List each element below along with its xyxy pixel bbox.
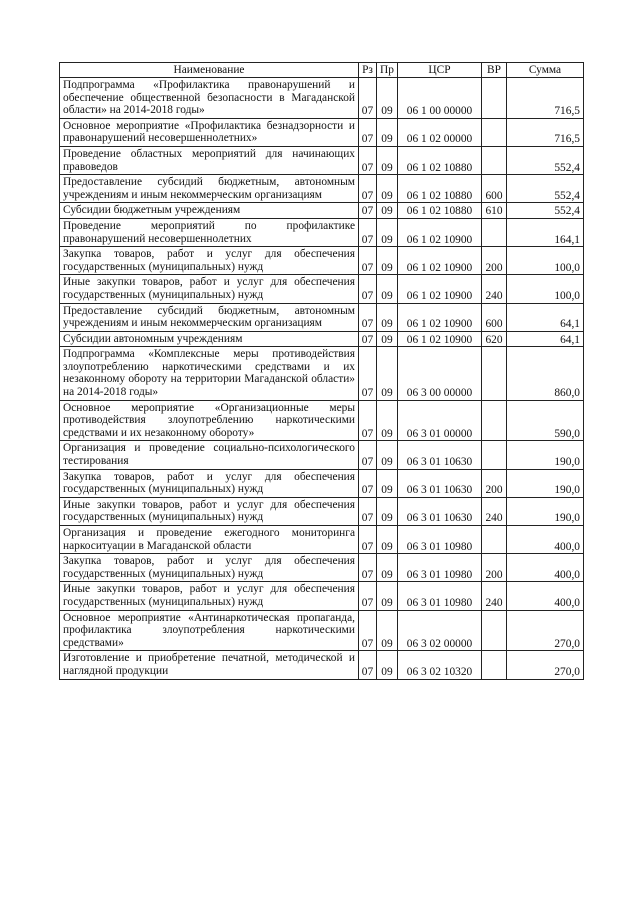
row-rz-cell: 07 [359,175,377,203]
table-row [60,497,584,525]
row-sum-cell: 716,5 [507,118,584,146]
row-vr-cell [482,118,507,146]
row-name-cell: Закупка товаров, работ и услуг для обеспечения государственных (муниципальных) нужд [60,247,359,275]
row-sum-cell: 400,0 [507,582,584,610]
row-name-cell: Организация и проведение ежегодного мониторинга наркоситуации в Магаданской области [60,526,359,554]
row-sum-cell: 860,0 [507,347,584,400]
row-name-cell: Организация и проведение социально-психологического тестирования [60,441,359,469]
row-csr-cell: 06 3 01 00000 [398,400,482,441]
row-rz-cell: 07 [359,303,377,331]
header-vr: ВР [482,63,507,78]
row-sum-cell: 64,1 [507,331,584,347]
row-vr-cell: 600 [482,175,507,203]
row-name-cell: Закупка товаров, работ и услуг для обеспечения государственных (муниципальных) нужд [60,469,359,497]
row-pr-cell: 09 [377,400,398,441]
row-pr-cell: 09 [377,218,398,246]
row-pr-cell: 09 [377,331,398,347]
header-csr: ЦСР [398,63,482,78]
row-sum-cell: 400,0 [507,554,584,582]
table-header-row [60,63,584,78]
table-row [60,78,584,119]
row-sum-cell: 552,4 [507,146,584,174]
row-csr-cell: 06 1 02 10900 [398,331,482,347]
table-row [60,218,584,246]
row-pr-cell: 09 [377,203,398,219]
row-csr-cell: 06 1 02 00000 [398,118,482,146]
row-vr-cell [482,441,507,469]
row-sum-cell: 64,1 [507,303,584,331]
row-vr-cell [482,347,507,400]
row-rz-cell: 07 [359,218,377,246]
row-sum-cell: 400,0 [507,526,584,554]
row-name-cell: Изготовление и приобретение печатной, методической и наглядной продукции [60,651,359,679]
row-csr-cell: 06 3 02 00000 [398,610,482,651]
row-csr-cell: 06 1 02 10900 [398,218,482,246]
row-pr-cell: 09 [377,582,398,610]
header-rz: Рз [359,63,377,78]
row-sum-cell: 190,0 [507,469,584,497]
row-vr-cell: 240 [482,582,507,610]
row-name-cell: Основное мероприятие «Антинаркотическая пропаганда, профилактика злоупотребления наркотическими средствами» [60,610,359,651]
row-name-cell: Подпрограмма «Профилактика правонарушений и обеспечение общественной безопасности в Магаданской области» на 2014-2018 годы» [60,78,359,119]
table-row [60,441,584,469]
row-rz-cell: 07 [359,497,377,525]
row-pr-cell: 09 [377,610,398,651]
row-rz-cell: 07 [359,146,377,174]
row-rz-cell: 07 [359,78,377,119]
row-vr-cell [482,400,507,441]
row-vr-cell: 600 [482,303,507,331]
row-rz-cell: 07 [359,347,377,400]
table-row [60,469,584,497]
row-name-cell: Основное мероприятие «Организационные меры противодействия злоупотреблению наркотическими средствами и их незаконному обороту» [60,400,359,441]
header-sum: Сумма [507,63,584,78]
row-rz-cell: 07 [359,247,377,275]
row-pr-cell: 09 [377,118,398,146]
table-row [60,203,584,219]
table-row [60,146,584,174]
row-vr-cell: 620 [482,331,507,347]
row-vr-cell: 200 [482,554,507,582]
row-vr-cell [482,78,507,119]
row-csr-cell: 06 3 01 10630 [398,497,482,525]
row-pr-cell: 09 [377,303,398,331]
row-sum-cell: 100,0 [507,275,584,303]
header-pr: Пр [377,63,398,78]
row-csr-cell: 06 3 01 10980 [398,582,482,610]
table-row [60,554,584,582]
row-rz-cell: 07 [359,651,377,679]
row-pr-cell: 09 [377,247,398,275]
row-sum-cell: 190,0 [507,441,584,469]
row-pr-cell: 09 [377,78,398,119]
row-name-cell: Предоставление субсидий бюджетным, автономным учреждениям и иным некоммерческим организациям [60,303,359,331]
row-sum-cell: 164,1 [507,218,584,246]
row-csr-cell: 06 3 02 10320 [398,651,482,679]
document-page [59,62,583,680]
table-row [60,582,584,610]
table-row [60,526,584,554]
row-sum-cell: 552,4 [507,203,584,219]
row-sum-cell: 190,0 [507,497,584,525]
row-name-cell: Субсидии автономным учреждениям [60,331,359,347]
table-body [60,78,584,680]
row-vr-cell [482,146,507,174]
row-csr-cell: 06 3 01 10980 [398,554,482,582]
row-name-cell: Иные закупки товаров, работ и услуг для обеспечения государственных (муниципальных) нужд [60,275,359,303]
row-rz-cell: 07 [359,526,377,554]
row-vr-cell: 200 [482,247,507,275]
row-name-cell: Закупка товаров, работ и услуг для обеспечения государственных (муниципальных) нужд [60,554,359,582]
row-vr-cell [482,218,507,246]
row-name-cell: Проведение областных мероприятий для начинающих правоведов [60,146,359,174]
row-csr-cell: 06 3 01 10980 [398,526,482,554]
row-vr-cell [482,526,507,554]
row-pr-cell: 09 [377,347,398,400]
row-name-cell: Подпрограмма «Комплексные меры противодействия злоупотреблению наркотическими средствами и их незаконному обороту на территории Магаданской области» на 2014-2018 годы» [60,347,359,400]
row-pr-cell: 09 [377,441,398,469]
row-pr-cell: 09 [377,526,398,554]
row-csr-cell: 06 1 02 10880 [398,175,482,203]
row-csr-cell: 06 1 02 10880 [398,203,482,219]
row-sum-cell: 552,4 [507,175,584,203]
row-sum-cell: 270,0 [507,610,584,651]
table-row [60,347,584,400]
row-csr-cell: 06 3 01 10630 [398,469,482,497]
row-rz-cell: 07 [359,118,377,146]
table-row [60,331,584,347]
row-name-cell: Иные закупки товаров, работ и услуг для обеспечения государственных (муниципальных) нужд [60,582,359,610]
table-row [60,275,584,303]
table-row [60,303,584,331]
table-row [60,118,584,146]
row-pr-cell: 09 [377,275,398,303]
row-vr-cell: 610 [482,203,507,219]
row-vr-cell [482,651,507,679]
row-rz-cell: 07 [359,469,377,497]
row-rz-cell: 07 [359,400,377,441]
row-sum-cell: 716,5 [507,78,584,119]
row-rz-cell: 07 [359,610,377,651]
table-row [60,175,584,203]
header-name: Наименование [60,63,359,78]
row-name-cell: Иные закупки товаров, работ и услуг для обеспечения государственных (муниципальных) нужд [60,497,359,525]
row-csr-cell: 06 1 02 10900 [398,303,482,331]
row-pr-cell: 09 [377,554,398,582]
row-pr-cell: 09 [377,651,398,679]
row-csr-cell: 06 3 01 10630 [398,441,482,469]
table-row [60,400,584,441]
row-rz-cell: 07 [359,203,377,219]
row-name-cell: Предоставление субсидий бюджетным, автономным учреждениям и иным некоммерческим организациям [60,175,359,203]
row-rz-cell: 07 [359,275,377,303]
row-vr-cell [482,610,507,651]
row-csr-cell: 06 1 02 10900 [398,247,482,275]
row-sum-cell: 590,0 [507,400,584,441]
row-pr-cell: 09 [377,146,398,174]
row-rz-cell: 07 [359,582,377,610]
row-csr-cell: 06 1 00 00000 [398,78,482,119]
row-rz-cell: 07 [359,554,377,582]
table-row [60,610,584,651]
row-pr-cell: 09 [377,469,398,497]
row-csr-cell: 06 3 00 00000 [398,347,482,400]
row-name-cell: Основное мероприятие «Профилактика безнадзорности и правонарушений несовершеннолетних» [60,118,359,146]
row-sum-cell: 100,0 [507,247,584,275]
table-row [60,247,584,275]
row-vr-cell: 240 [482,497,507,525]
row-rz-cell: 07 [359,331,377,347]
row-vr-cell: 240 [482,275,507,303]
table-row [60,651,584,679]
row-rz-cell: 07 [359,441,377,469]
row-csr-cell: 06 1 02 10880 [398,146,482,174]
row-name-cell: Субсидии бюджетным учреждениям [60,203,359,219]
row-csr-cell: 06 1 02 10900 [398,275,482,303]
row-vr-cell: 200 [482,469,507,497]
row-pr-cell: 09 [377,175,398,203]
row-name-cell: Проведение мероприятий по профилактике правонарушений несовершеннолетних [60,218,359,246]
budget-table [59,62,584,680]
row-sum-cell: 270,0 [507,651,584,679]
row-pr-cell: 09 [377,497,398,525]
